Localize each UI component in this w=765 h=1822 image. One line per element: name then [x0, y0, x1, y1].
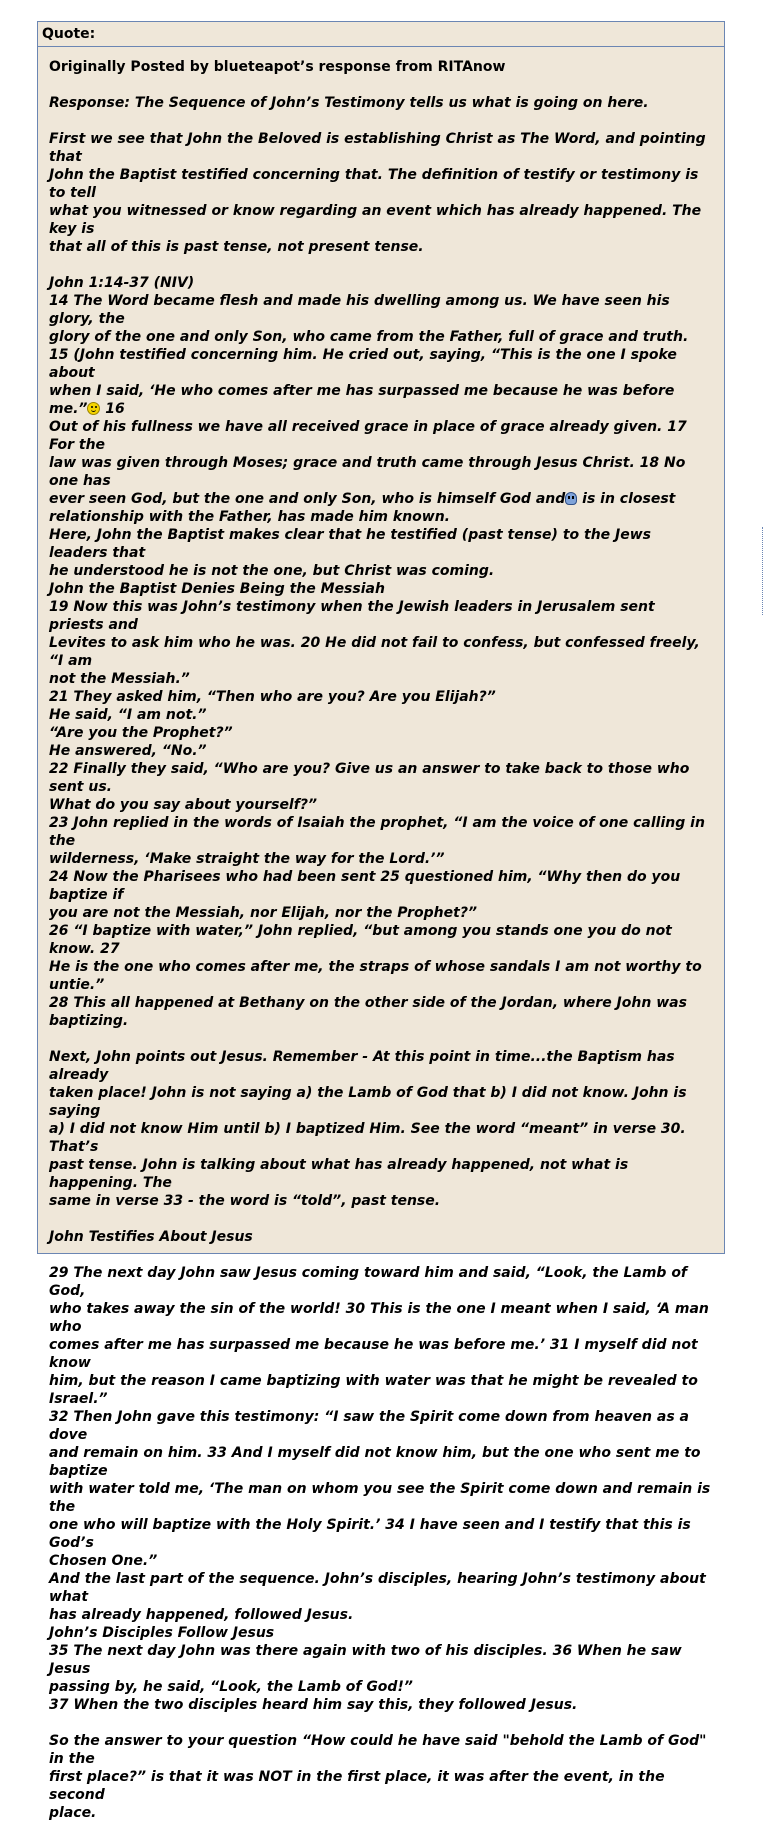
text-line: 24 Now the Pharisees who had been sent 25 questioned him, “Why then do you baptize if [49, 869, 681, 903]
text-line: baptizing. [49, 1013, 129, 1029]
text-line: glory of the one and only Son, who came from the Father, full of grace and truth. [49, 329, 689, 345]
text-line: “Are you the Prophet?” [49, 725, 233, 741]
text-line: 29 The next day John saw Jesus coming toward him and said, “Look, the Lamb of God, [49, 1265, 688, 1299]
text-line: law was given through Moses; grace and truth came through Jesus Christ. 18 No one has [49, 455, 686, 489]
text-line: him, but the reason I came baptizing with water was that he might be revealed to Israel.” [49, 1373, 698, 1407]
response-line: Response: The Sequence of John’s Testimony tells us what is going on here. [49, 95, 649, 111]
text-line: a) I did not know Him until b) I baptized Him. See the word “meant” in verse 30. That’s [49, 1121, 686, 1155]
text-fragment: is in closest [577, 491, 676, 507]
text-line: 32 Then John gave this testimony: “I saw the Spirit come down from heaven as a dove [49, 1409, 689, 1443]
text-fragment: 16 [100, 401, 125, 417]
text-line: Next, John points out Jesus. Remember - At this point in time...the Baptism has already [49, 1049, 675, 1083]
text-line: past tense. John is talking about what has already happened, not what is happening. The [49, 1157, 629, 1191]
text-line: And the last part of the sequence. John’s disciples, hearing John’s testimony about what [49, 1571, 706, 1605]
text-line: John the Baptist testified concerning that. The definition of testify or testimony is to tell [49, 167, 699, 201]
text-line: taken place! John is not saying a) the Lamb of God that b) I did not know. John is saying [49, 1085, 687, 1119]
text-line [49, 490, 712, 508]
text-line: with water told me, ‘The man on whom you see the Spirit come down and remain is the [49, 1481, 711, 1515]
text-line: first place?” is that it was NOT in the first place, it was after the event, in the second [49, 1769, 665, 1803]
quote-header: Quote: [38, 22, 724, 47]
text-line: comes after me has surpassed me because he was before me.’ 31 I myself did not know [49, 1337, 698, 1371]
text-line [49, 382, 712, 418]
smile-icon [87, 402, 100, 415]
text-line: you are not the Messiah, nor Elijah, nor the Prophet?” [49, 905, 477, 921]
text-line: and remain on him. 33 And I myself did not know him, but the one who sent me to baptize [49, 1445, 701, 1479]
text-line: First we see that John the Beloved is establishing Christ as The Word, and pointing that [49, 131, 706, 165]
text-line: He is the one who comes after me, the straps of whose sandals I am not worthy to untie.” [49, 959, 702, 993]
text-line: 37 When the two disciples heard him say this, they followed Jesus. [49, 1697, 578, 1713]
text-line: 15 (John testified concerning him. He cried out, saying, “This is the one I spoke about [49, 347, 677, 381]
text-line: 28 This all happened at Bethany on the other side of the Jordan, where John was [49, 995, 687, 1011]
text-fragment: ever seen God, but the one and only Son, who is himself God and [49, 491, 566, 507]
next-paragraph [49, 1048, 712, 1210]
section-heading: John’s Disciples Follow Jesus [49, 1625, 275, 1641]
text-line: who takes away the sin of the world! 30 This is the one I meant when I said, ‘A man who [49, 1301, 709, 1335]
text-line: place. [49, 1805, 97, 1821]
posted-by-line: Originally Posted by blueteapot’s response from RITAnow [49, 59, 506, 75]
text-line: Here, John the Baptist makes clear that he testified (past tense) to the Jews leaders that [49, 527, 651, 561]
section-heading: John Testifies About Jesus [49, 1229, 253, 1245]
text-line: So the answer to your question “How could he have said "behold the Lamb of God" in the [49, 1733, 707, 1767]
text-line: passing by, he said, “Look, the Lamb of God!” [49, 1679, 413, 1695]
text-line: relationship with the Father, has made him known. [49, 509, 450, 525]
quote-body [38, 47, 724, 1822]
text-line: 14 The Word became flesh and made his dwelling among us. We have seen his glory, the [49, 293, 670, 327]
text-line: 19 Now this was John’s testimony when the Jewish leaders in Jerusalem sent priests and [49, 599, 655, 633]
text-line: one who will baptize with the Holy Spirit.’ 34 I have seen and I testify that this is God’s [49, 1517, 691, 1551]
text-fragment: when I said, ‘He who comes after me has surpassed me because he was before me.” [49, 383, 675, 417]
text-line: Out of his fullness we have all received grace in place of grace already given. 17 For the [49, 419, 687, 453]
text-line: that all of this is past tense, not present tense. [49, 239, 424, 255]
text-line: 35 The next day John was there again with two of his disciples. 36 When he saw Jesus [49, 1643, 682, 1677]
text-line: wilderness, ‘Make straight the way for the Lord.’” [49, 851, 445, 867]
text-line: He said, “I am not.” [49, 707, 207, 723]
alien-icon [565, 492, 577, 505]
text-line: He answered, “No.” [49, 743, 207, 759]
scripture-block-1 [49, 274, 712, 1030]
quote-box [37, 21, 725, 1821]
text-line: he understood he is not the one, but Christ was coming. [49, 563, 495, 579]
scripture-block-2 [49, 1264, 712, 1714]
intro-paragraph [49, 130, 712, 256]
text-line: 23 John replied in the words of Isaiah the prophet, “I am the voice of one calling in the [49, 815, 705, 849]
text-line: 26 “I baptize with water,” John replied, “but among you stands one you do not know. 27 [49, 923, 672, 957]
conclusion-paragraph [49, 1732, 712, 1822]
text-line: 22 Finally they said, “Who are you? Give us an answer to take back to those who sent us. [49, 761, 690, 795]
text-line: Chosen One.” [49, 1553, 158, 1569]
text-line: what you witnessed or know regarding an event which has already happened. The key is [49, 203, 702, 237]
scripture-reference: John 1:14-37 (NIV) [49, 275, 195, 291]
text-line: not the Messiah.” [49, 671, 190, 687]
text-line: Levites to ask him who he was. 20 He did not fail to confess, but confessed freely, “I am [49, 635, 700, 669]
section-heading: John the Baptist Denies Being the Messiah [49, 581, 385, 597]
text-line: 21 They asked him, “Then who are you? Are you Elijah?” [49, 689, 496, 705]
text-line: same in verse 33 - the word is “told”, past tense. [49, 1193, 441, 1209]
text-line: has already happened, followed Jesus. [49, 1607, 354, 1623]
text-line: What do you say about yourself?” [49, 797, 317, 813]
